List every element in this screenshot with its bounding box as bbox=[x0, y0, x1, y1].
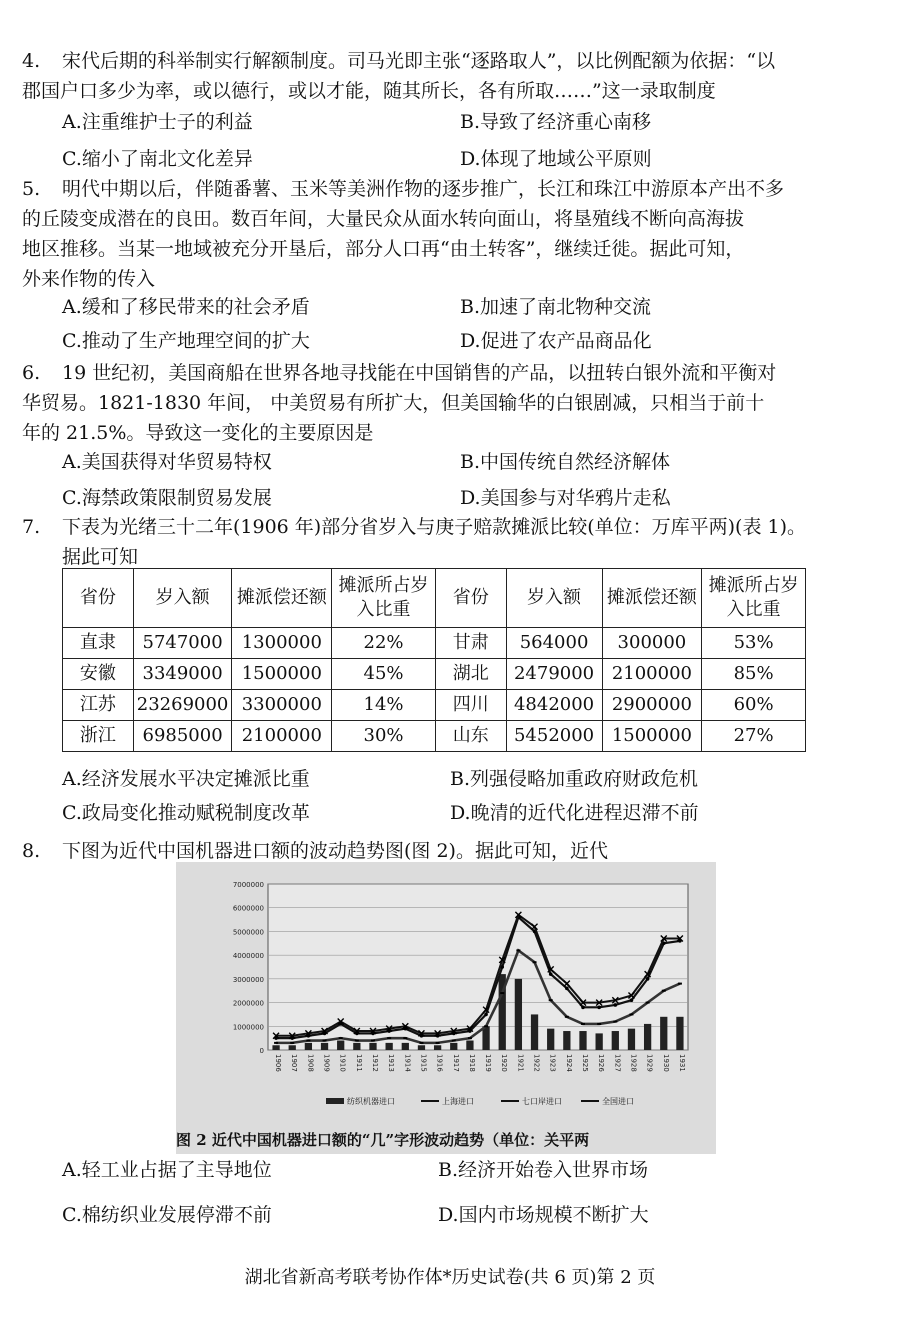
point-mark bbox=[306, 1040, 310, 1042]
table-cell: 45% bbox=[332, 659, 436, 690]
x-tick-label: 1928 bbox=[629, 1054, 638, 1072]
point-mark bbox=[597, 1023, 601, 1025]
question-5-line-3: 地区推移。当某一地域被充分开垦后，部分人口再“由土转客”，继续迁徙。据此可知， bbox=[22, 238, 745, 260]
q4-option-a[interactable]: A.注重维护士子的利益 bbox=[62, 111, 253, 133]
point-mark bbox=[468, 1037, 472, 1039]
question-7-line-1: 7. 下表为光绪三十二年(1906 年)部分省岁入与庚子赔款摊派比较(单位：万库平两)(表 1)。 bbox=[22, 516, 806, 538]
x-tick-label: 1922 bbox=[532, 1054, 541, 1072]
table-row bbox=[63, 628, 806, 659]
table-cell: 30% bbox=[332, 721, 436, 752]
q8-option-c[interactable]: C.棉纺织业发展停滞不前 bbox=[62, 1204, 272, 1226]
bar-mark bbox=[418, 1045, 425, 1050]
point-mark bbox=[549, 972, 553, 976]
question-7-line-2: 据此可知 bbox=[62, 546, 139, 568]
legend-swatch bbox=[326, 1098, 344, 1104]
x-tick-label: 1923 bbox=[548, 1054, 557, 1072]
q5-option-d[interactable]: D.促进了农产品商品化 bbox=[460, 330, 652, 352]
table-cell: 2100000 bbox=[232, 721, 332, 752]
question-8-line-1: 8. 下图为近代中国机器进口额的波动趋势图(图 2)。据此可知，近代 bbox=[22, 840, 608, 862]
province-revenue-table bbox=[62, 568, 806, 752]
bar-mark bbox=[579, 1031, 586, 1050]
x-tick-label: 1909 bbox=[322, 1054, 331, 1072]
table-cell: 四川 bbox=[435, 690, 506, 721]
bar-mark bbox=[531, 1014, 538, 1050]
bar-mark bbox=[596, 1033, 603, 1050]
bar-mark bbox=[612, 1031, 619, 1050]
x-tick-label: 1916 bbox=[435, 1054, 444, 1072]
table-cell: 1300000 bbox=[232, 628, 332, 659]
bar-mark bbox=[482, 1026, 489, 1050]
bar-mark bbox=[402, 1043, 409, 1050]
y-tick-label: 3000000 bbox=[232, 975, 264, 984]
question-5-line-1: 5. 明代中期以后，伴随番薯、玉米等美洲作物的逐步推广，长江和珠江中游原本产出不多 bbox=[22, 178, 785, 200]
x-tick-label: 1906 bbox=[274, 1054, 283, 1072]
q4-option-b[interactable]: B.导致了经济重心南移 bbox=[460, 111, 652, 133]
x-tick-label: 1907 bbox=[290, 1054, 299, 1072]
plot-area bbox=[268, 884, 688, 1050]
chart-caption: 图 2 近代中国机器进口额的“几”字形波动趋势（单位：关平两 bbox=[176, 1131, 590, 1149]
machine-import-chart bbox=[176, 862, 716, 1154]
x-tick-label: 1914 bbox=[403, 1054, 412, 1072]
q4-option-c[interactable]: C.缩小了南北文化差异 bbox=[62, 148, 253, 170]
x-tick-label: 1929 bbox=[645, 1054, 654, 1072]
point-mark bbox=[500, 992, 504, 994]
header-indemnity-2: 摊派偿还额 bbox=[602, 569, 702, 628]
q7-option-d[interactable]: D.晚清的近代化进程迟滞不前 bbox=[450, 802, 699, 824]
header-ratio-2: 摊派所占岁入比重 bbox=[702, 569, 806, 628]
table-cell: 6985000 bbox=[133, 721, 232, 752]
point-mark bbox=[387, 1037, 391, 1039]
point-mark bbox=[646, 977, 650, 981]
bar-mark bbox=[289, 1045, 296, 1050]
q8-option-a[interactable]: A.轻工业占据了主导地位 bbox=[62, 1159, 272, 1181]
point-mark bbox=[533, 961, 537, 963]
question-7 bbox=[22, 512, 874, 572]
x-tick-label: 1931 bbox=[677, 1054, 686, 1072]
q6-option-d[interactable]: D.美国参与对华鸦片走私 bbox=[460, 487, 671, 509]
q6-option-b[interactable]: B.中国传统自然经济解体 bbox=[460, 451, 671, 473]
point-mark bbox=[630, 998, 634, 1002]
y-tick-label: 2000000 bbox=[232, 999, 264, 1008]
table-row bbox=[63, 659, 806, 690]
table-cell: 300000 bbox=[602, 628, 702, 659]
bar-mark bbox=[321, 1043, 328, 1050]
x-tick-label: 1911 bbox=[354, 1054, 363, 1072]
question-6-line-3: 年的 21.5%。导致这一变化的主要原因是 bbox=[22, 422, 374, 444]
point-mark bbox=[646, 1002, 650, 1004]
table-cell: 60% bbox=[702, 690, 806, 721]
header-revenue-2: 岁入额 bbox=[506, 569, 602, 628]
point-mark bbox=[678, 983, 682, 985]
y-tick-label: 0 bbox=[259, 1047, 264, 1055]
x-tick-label: 1925 bbox=[581, 1054, 589, 1072]
y-tick-label: 7000000 bbox=[232, 881, 264, 889]
point-mark bbox=[581, 1006, 585, 1010]
table-cell: 2100000 bbox=[602, 659, 702, 690]
q5-option-b[interactable]: B.加速了南北物种交流 bbox=[460, 296, 652, 318]
y-tick-label: 1000000 bbox=[232, 1023, 264, 1032]
table-cell: 湖北 bbox=[435, 659, 506, 690]
x-tick-label: 1915 bbox=[419, 1054, 428, 1072]
table-cell: 甘肃 bbox=[435, 628, 506, 659]
table-cell: 3349000 bbox=[133, 659, 232, 690]
table-row bbox=[63, 721, 806, 752]
bar-mark bbox=[369, 1043, 376, 1050]
header-province-2: 省份 bbox=[435, 569, 506, 628]
q7-option-b[interactable]: B.列强侵略加重政府财政危机 bbox=[450, 768, 699, 790]
x-tick-label: 1918 bbox=[467, 1054, 476, 1072]
table-cell: 23269000 bbox=[133, 690, 232, 721]
question-6-line-2: 华贸易。1821-1830 年间， 中美贸易有所扩大，但美国输华的白银剧减，只相当于前十 bbox=[22, 392, 765, 414]
point-mark bbox=[629, 1013, 633, 1015]
point-mark bbox=[403, 1037, 407, 1039]
x-tick-label: 1930 bbox=[661, 1054, 670, 1072]
bar-mark bbox=[628, 1029, 635, 1050]
q5-option-a[interactable]: A.缓和了移民带来的社会矛盾 bbox=[62, 296, 310, 318]
bar-mark bbox=[450, 1043, 457, 1050]
question-4-line-1: 4. 宋代后期的科举制实行解额制度。司马光即主张“逐路取人”，以比例配额为依据：“以 bbox=[22, 50, 776, 72]
bar-mark bbox=[305, 1043, 312, 1050]
x-tick-label: 1912 bbox=[371, 1054, 379, 1072]
x-tick-label: 1920 bbox=[500, 1054, 509, 1072]
point-mark bbox=[549, 999, 553, 1001]
y-tick-label: 5000000 bbox=[232, 928, 264, 937]
point-mark bbox=[355, 1040, 359, 1042]
table-cell: 2479000 bbox=[506, 659, 602, 690]
table-header-row bbox=[63, 569, 806, 628]
table-cell: 山东 bbox=[435, 721, 506, 752]
x-tick-label: 1913 bbox=[387, 1054, 396, 1072]
x-tick-label: 1927 bbox=[613, 1054, 622, 1072]
bar-mark bbox=[434, 1045, 441, 1050]
q6-option-c[interactable]: C.海禁政策限制贸易发展 bbox=[62, 487, 272, 509]
point-mark bbox=[290, 1042, 294, 1044]
x-tick-label: 1917 bbox=[451, 1054, 460, 1072]
x-tick-label: 1908 bbox=[306, 1054, 315, 1072]
point-mark bbox=[597, 1006, 601, 1010]
legend-label: 七口岸进口 bbox=[522, 1097, 562, 1106]
point-mark bbox=[516, 949, 520, 951]
x-tick-label: 1924 bbox=[564, 1054, 573, 1072]
table-cell: 安徽 bbox=[63, 659, 134, 690]
page-footer: 湖北省新高考联考协作体*历史试卷(共 6 页)第 2 页 bbox=[244, 1267, 656, 1288]
point-mark bbox=[614, 1003, 618, 1007]
point-mark bbox=[662, 990, 666, 992]
table-row bbox=[63, 690, 806, 721]
point-mark bbox=[484, 1013, 488, 1017]
point-mark bbox=[565, 1016, 569, 1018]
legend-label: 纺织机器进口 bbox=[347, 1097, 395, 1106]
question-4-line-2: 郡国户口多少为率，或以德行，或以才能，随其所长，各有所取……”这一录取制度 bbox=[22, 80, 716, 102]
table-cell: 2900000 bbox=[602, 690, 702, 721]
point-mark bbox=[323, 1040, 327, 1042]
question-5 bbox=[22, 174, 874, 294]
table-cell: 53% bbox=[702, 628, 806, 659]
point-mark bbox=[565, 987, 569, 991]
table-cell: 5452000 bbox=[506, 721, 602, 752]
bar-mark bbox=[272, 1045, 279, 1050]
x-tick-label: 1926 bbox=[597, 1054, 606, 1072]
question-5-line-2: 的丘陵变成潜在的良田。数百年间，大量民众从面水转向面山，将垦殖线不断向高海拔 bbox=[22, 208, 745, 230]
header-province: 省份 bbox=[63, 569, 134, 628]
table-cell: 27% bbox=[702, 721, 806, 752]
table-cell: 3300000 bbox=[232, 690, 332, 721]
bar-mark bbox=[353, 1043, 360, 1050]
table-cell: 直隶 bbox=[63, 628, 134, 659]
x-tick-label: 1910 bbox=[338, 1054, 347, 1072]
table-cell: 江苏 bbox=[63, 690, 134, 721]
point-mark bbox=[419, 1042, 423, 1044]
table-cell: 1500000 bbox=[602, 721, 702, 752]
bar-mark bbox=[386, 1043, 393, 1050]
bar-mark bbox=[644, 1024, 651, 1050]
q8-option-b[interactable]: B.经济开始卷入世界市场 bbox=[438, 1159, 649, 1181]
table-cell: 1500000 bbox=[232, 659, 332, 690]
header-ratio: 摊派所占岁入比重 bbox=[332, 569, 436, 628]
question-4 bbox=[22, 46, 874, 106]
y-tick-label: 6000000 bbox=[232, 904, 264, 913]
x-tick-label: 1919 bbox=[484, 1054, 493, 1072]
table-cell: 564000 bbox=[506, 628, 602, 659]
legend-label: 全国进口 bbox=[602, 1097, 634, 1106]
point-mark bbox=[581, 1023, 585, 1025]
y-tick-label: 4000000 bbox=[232, 952, 264, 961]
point-mark bbox=[339, 1037, 343, 1039]
point-mark bbox=[484, 1025, 488, 1027]
table-cell: 4842000 bbox=[506, 690, 602, 721]
point-mark bbox=[274, 1042, 278, 1044]
bar-mark bbox=[563, 1031, 570, 1050]
table-cell: 22% bbox=[332, 628, 436, 659]
question-6 bbox=[22, 358, 874, 448]
q6-option-a[interactable]: A.美国获得对华贸易特权 bbox=[62, 451, 272, 473]
table-cell: 85% bbox=[702, 659, 806, 690]
bar-mark bbox=[515, 979, 522, 1050]
x-tick-label: 1921 bbox=[516, 1054, 525, 1072]
table-cell: 5747000 bbox=[133, 628, 232, 659]
bar-mark bbox=[676, 1017, 683, 1050]
table-cell: 14% bbox=[332, 690, 436, 721]
question-5-line-4: 外来作物的传入 bbox=[22, 268, 156, 290]
question-6-line-1: 6. 19 世纪初，美国商船在世界各地寻找能在中国销售的产品，以扭转白银外流和平衡对 bbox=[22, 362, 777, 384]
bar-mark bbox=[337, 1041, 344, 1050]
point-mark bbox=[436, 1042, 440, 1044]
table-cell: 浙江 bbox=[63, 721, 134, 752]
q5-option-c[interactable]: C.推动了生产地理空间的扩大 bbox=[62, 330, 310, 352]
q7-option-a[interactable]: A.经济发展水平决定摊派比重 bbox=[62, 768, 310, 790]
bar-mark bbox=[547, 1029, 554, 1050]
bar-mark bbox=[466, 1041, 473, 1050]
point-mark bbox=[613, 1021, 617, 1023]
chart-svg bbox=[176, 862, 716, 1124]
point-mark bbox=[452, 1040, 456, 1042]
q7-option-c[interactable]: C.政局变化推动赋税制度改革 bbox=[62, 802, 310, 824]
q4-option-d[interactable]: D.体现了地域公平原则 bbox=[460, 148, 652, 170]
header-revenue: 岁入额 bbox=[133, 569, 232, 628]
q8-option-d[interactable]: D.国内市场规模不断扩大 bbox=[438, 1204, 649, 1226]
header-indemnity: 摊派偿还额 bbox=[232, 569, 332, 628]
legend-label: 上海进口 bbox=[442, 1097, 474, 1106]
bar-mark bbox=[660, 1017, 667, 1050]
point-mark bbox=[371, 1040, 375, 1042]
